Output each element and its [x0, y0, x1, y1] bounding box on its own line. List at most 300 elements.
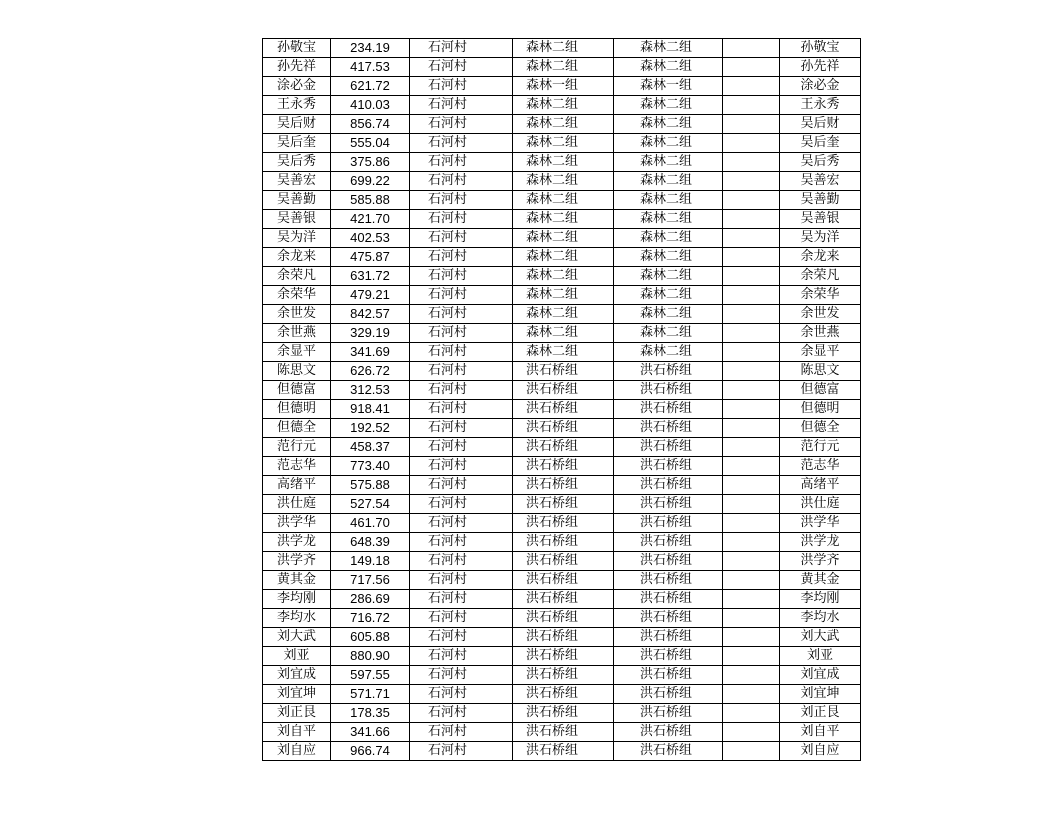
cell-name: 吴后奎 — [263, 134, 331, 153]
cell-village: 石河村 — [410, 438, 513, 457]
cell-group-repeat: 森林二组 — [614, 39, 723, 58]
cell-group: 洪石桥组 — [513, 381, 614, 400]
cell-village: 石河村 — [410, 685, 513, 704]
cell-name-repeat: 吴为洋 — [780, 229, 861, 248]
cell-name-repeat: 吴善勤 — [780, 191, 861, 210]
cell-group-repeat: 洪石桥组 — [614, 704, 723, 723]
cell-group: 洪石桥组 — [513, 685, 614, 704]
cell-village: 石河村 — [410, 324, 513, 343]
table-row — [263, 229, 861, 248]
cell-group: 洪石桥组 — [513, 362, 614, 381]
cell-name: 王永秀 — [263, 96, 331, 115]
cell-name-repeat: 吴后秀 — [780, 153, 861, 172]
cell-village: 石河村 — [410, 590, 513, 609]
cell-group: 洪石桥组 — [513, 609, 614, 628]
cell-group-repeat: 洪石桥组 — [614, 381, 723, 400]
cell-group-repeat: 洪石桥组 — [614, 438, 723, 457]
table-row — [263, 58, 861, 77]
cell-name: 洪仕庭 — [263, 495, 331, 514]
table-row — [263, 172, 861, 191]
cell-name: 余世燕 — [263, 324, 331, 343]
table-row — [263, 267, 861, 286]
cell-group: 洪石桥组 — [513, 590, 614, 609]
cell-name-repeat: 余显平 — [780, 343, 861, 362]
cell-group-repeat: 森林二组 — [614, 153, 723, 172]
cell-village: 石河村 — [410, 115, 513, 134]
cell-name: 但德富 — [263, 381, 331, 400]
cell-group: 森林二组 — [513, 305, 614, 324]
table-row — [263, 362, 861, 381]
cell-group-repeat: 森林二组 — [614, 58, 723, 77]
cell-group-repeat: 森林二组 — [614, 324, 723, 343]
cell-name: 吴后秀 — [263, 153, 331, 172]
cell-name: 刘大武 — [263, 628, 331, 647]
cell-area: 605.88 — [331, 628, 410, 647]
cell-group-repeat: 洪石桥组 — [614, 742, 723, 761]
cell-name: 洪学齐 — [263, 552, 331, 571]
cell-blank — [723, 514, 780, 533]
cell-group-repeat: 洪石桥组 — [614, 476, 723, 495]
cell-area: 475.87 — [331, 248, 410, 267]
cell-area: 286.69 — [331, 590, 410, 609]
cell-village: 石河村 — [410, 419, 513, 438]
cell-village: 石河村 — [410, 742, 513, 761]
table-row — [263, 457, 861, 476]
cell-village: 石河村 — [410, 305, 513, 324]
cell-name-repeat: 吴善银 — [780, 210, 861, 229]
table-row — [263, 704, 861, 723]
cell-village: 石河村 — [410, 153, 513, 172]
cell-name-repeat: 孙先祥 — [780, 58, 861, 77]
cell-name: 刘正艮 — [263, 704, 331, 723]
cell-name-repeat: 洪仕庭 — [780, 495, 861, 514]
cell-blank — [723, 324, 780, 343]
cell-name: 李均水 — [263, 609, 331, 628]
cell-name-repeat: 余龙来 — [780, 248, 861, 267]
cell-group-repeat: 森林二组 — [614, 210, 723, 229]
table-row — [263, 495, 861, 514]
cell-name-repeat: 李均水 — [780, 609, 861, 628]
cell-village: 石河村 — [410, 704, 513, 723]
cell-area: 410.03 — [331, 96, 410, 115]
cell-village: 石河村 — [410, 647, 513, 666]
cell-area: 341.66 — [331, 723, 410, 742]
cell-group: 森林二组 — [513, 229, 614, 248]
table-row — [263, 533, 861, 552]
cell-area: 312.53 — [331, 381, 410, 400]
cell-name-repeat: 范志华 — [780, 457, 861, 476]
cell-area: 631.72 — [331, 267, 410, 286]
cell-group-repeat: 森林二组 — [614, 286, 723, 305]
cell-village: 石河村 — [410, 381, 513, 400]
cell-name: 吴善宏 — [263, 172, 331, 191]
cell-group: 洪石桥组 — [513, 647, 614, 666]
cell-name-repeat: 吴善宏 — [780, 172, 861, 191]
cell-area: 341.69 — [331, 343, 410, 362]
cell-area: 699.22 — [331, 172, 410, 191]
cell-village: 石河村 — [410, 666, 513, 685]
cell-group: 森林二组 — [513, 153, 614, 172]
table-row — [263, 571, 861, 590]
cell-name: 刘自应 — [263, 742, 331, 761]
cell-name: 吴善银 — [263, 210, 331, 229]
cell-name: 余显平 — [263, 343, 331, 362]
cell-name: 吴善勤 — [263, 191, 331, 210]
cell-name-repeat: 刘宜成 — [780, 666, 861, 685]
cell-group: 洪石桥组 — [513, 533, 614, 552]
cell-village: 石河村 — [410, 229, 513, 248]
cell-group: 森林二组 — [513, 286, 614, 305]
cell-village: 石河村 — [410, 210, 513, 229]
cell-area: 421.70 — [331, 210, 410, 229]
table-row — [263, 324, 861, 343]
cell-village: 石河村 — [410, 39, 513, 58]
cell-group-repeat: 森林二组 — [614, 267, 723, 286]
cell-group-repeat: 森林二组 — [614, 305, 723, 324]
cell-area: 149.18 — [331, 552, 410, 571]
cell-blank — [723, 419, 780, 438]
cell-group: 洪石桥组 — [513, 400, 614, 419]
cell-group: 森林二组 — [513, 39, 614, 58]
cell-area: 717.56 — [331, 571, 410, 590]
cell-area: 461.70 — [331, 514, 410, 533]
cell-group-repeat: 洪石桥组 — [614, 685, 723, 704]
cell-area: 555.04 — [331, 134, 410, 153]
table-row — [263, 96, 861, 115]
cell-group-repeat: 森林二组 — [614, 248, 723, 267]
cell-group: 森林二组 — [513, 115, 614, 134]
cell-name-repeat: 刘亚 — [780, 647, 861, 666]
cell-group-repeat: 洪石桥组 — [614, 723, 723, 742]
cell-area: 178.35 — [331, 704, 410, 723]
cell-area: 234.19 — [331, 39, 410, 58]
table-row — [263, 400, 861, 419]
cell-name: 余荣凡 — [263, 267, 331, 286]
table-row — [263, 210, 861, 229]
cell-name: 余荣华 — [263, 286, 331, 305]
table-row — [263, 77, 861, 96]
cell-blank — [723, 552, 780, 571]
cell-village: 石河村 — [410, 362, 513, 381]
cell-village: 石河村 — [410, 58, 513, 77]
cell-group-repeat: 森林二组 — [614, 172, 723, 191]
cell-group: 洪石桥组 — [513, 628, 614, 647]
cell-name: 洪学华 — [263, 514, 331, 533]
cell-village: 石河村 — [410, 457, 513, 476]
table-row — [263, 552, 861, 571]
table-row — [263, 153, 861, 172]
cell-village: 石河村 — [410, 172, 513, 191]
cell-name: 李均刚 — [263, 590, 331, 609]
records-table — [262, 38, 861, 761]
cell-name: 刘亚 — [263, 647, 331, 666]
cell-village: 石河村 — [410, 609, 513, 628]
cell-group: 洪石桥组 — [513, 495, 614, 514]
cell-name-repeat: 但德全 — [780, 419, 861, 438]
cell-area: 527.54 — [331, 495, 410, 514]
table-row — [263, 286, 861, 305]
cell-group-repeat: 洪石桥组 — [614, 628, 723, 647]
cell-blank — [723, 742, 780, 761]
cell-name-repeat: 但德富 — [780, 381, 861, 400]
cell-village: 石河村 — [410, 77, 513, 96]
cell-area: 479.21 — [331, 286, 410, 305]
table-row — [263, 305, 861, 324]
cell-group-repeat: 森林二组 — [614, 343, 723, 362]
table-row — [263, 248, 861, 267]
cell-village: 石河村 — [410, 134, 513, 153]
cell-name: 高绪平 — [263, 476, 331, 495]
cell-group: 洪石桥组 — [513, 457, 614, 476]
cell-area: 575.88 — [331, 476, 410, 495]
cell-group-repeat: 洪石桥组 — [614, 495, 723, 514]
cell-group: 洪石桥组 — [513, 476, 614, 495]
cell-name-repeat: 洪学华 — [780, 514, 861, 533]
cell-blank — [723, 58, 780, 77]
cell-group-repeat: 森林二组 — [614, 191, 723, 210]
cell-area: 648.39 — [331, 533, 410, 552]
table-row — [263, 647, 861, 666]
cell-name: 吴为洋 — [263, 229, 331, 248]
cell-name-repeat: 陈思文 — [780, 362, 861, 381]
cell-group: 洪石桥组 — [513, 552, 614, 571]
cell-group-repeat: 洪石桥组 — [614, 400, 723, 419]
table-row — [263, 343, 861, 362]
cell-village: 石河村 — [410, 476, 513, 495]
cell-blank — [723, 362, 780, 381]
table-row — [263, 723, 861, 742]
cell-name-repeat: 黄其金 — [780, 571, 861, 590]
cell-name-repeat: 余荣华 — [780, 286, 861, 305]
cell-group-repeat: 森林一组 — [614, 77, 723, 96]
cell-blank — [723, 267, 780, 286]
table-row — [263, 514, 861, 533]
cell-blank — [723, 647, 780, 666]
cell-area: 571.71 — [331, 685, 410, 704]
cell-area: 458.37 — [331, 438, 410, 457]
cell-village: 石河村 — [410, 628, 513, 647]
cell-name-repeat: 李均刚 — [780, 590, 861, 609]
cell-name-repeat: 吴后财 — [780, 115, 861, 134]
cell-group-repeat: 森林二组 — [614, 229, 723, 248]
cell-group-repeat: 洪石桥组 — [614, 362, 723, 381]
cell-group: 洪石桥组 — [513, 514, 614, 533]
cell-name-repeat: 但德明 — [780, 400, 861, 419]
cell-blank — [723, 229, 780, 248]
cell-blank — [723, 210, 780, 229]
table-row — [263, 134, 861, 153]
cell-area: 880.90 — [331, 647, 410, 666]
cell-group-repeat: 洪石桥组 — [614, 647, 723, 666]
cell-blank — [723, 476, 780, 495]
table-row — [263, 419, 861, 438]
cell-group-repeat: 森林二组 — [614, 134, 723, 153]
cell-blank — [723, 571, 780, 590]
cell-name: 刘自平 — [263, 723, 331, 742]
cell-name: 孙先祥 — [263, 58, 331, 77]
cell-group-repeat: 洪石桥组 — [614, 571, 723, 590]
cell-blank — [723, 400, 780, 419]
cell-group: 洪石桥组 — [513, 742, 614, 761]
cell-blank — [723, 77, 780, 96]
cell-blank — [723, 704, 780, 723]
table-row — [263, 115, 861, 134]
cell-name: 但德全 — [263, 419, 331, 438]
cell-name-repeat: 范行元 — [780, 438, 861, 457]
cell-blank — [723, 343, 780, 362]
cell-name: 但德明 — [263, 400, 331, 419]
cell-area: 716.72 — [331, 609, 410, 628]
cell-area: 966.74 — [331, 742, 410, 761]
cell-group-repeat: 森林二组 — [614, 115, 723, 134]
cell-group-repeat: 洪石桥组 — [614, 609, 723, 628]
cell-blank — [723, 457, 780, 476]
table-row — [263, 742, 861, 761]
cell-name-repeat: 洪学齐 — [780, 552, 861, 571]
cell-group-repeat: 洪石桥组 — [614, 533, 723, 552]
cell-village: 石河村 — [410, 267, 513, 286]
cell-blank — [723, 172, 780, 191]
cell-name: 范行元 — [263, 438, 331, 457]
cell-blank — [723, 609, 780, 628]
cell-village: 石河村 — [410, 400, 513, 419]
cell-group: 洪石桥组 — [513, 419, 614, 438]
cell-area: 597.55 — [331, 666, 410, 685]
cell-village: 石河村 — [410, 533, 513, 552]
records-table-body — [263, 39, 861, 761]
cell-name: 黄其金 — [263, 571, 331, 590]
cell-group: 森林一组 — [513, 77, 614, 96]
cell-group: 洪石桥组 — [513, 666, 614, 685]
cell-village: 石河村 — [410, 191, 513, 210]
cell-blank — [723, 495, 780, 514]
cell-name-repeat: 刘宜坤 — [780, 685, 861, 704]
cell-area: 773.40 — [331, 457, 410, 476]
cell-blank — [723, 286, 780, 305]
cell-blank — [723, 115, 780, 134]
cell-area: 856.74 — [331, 115, 410, 134]
cell-name: 孙敬宝 — [263, 39, 331, 58]
cell-area: 192.52 — [331, 419, 410, 438]
cell-village: 石河村 — [410, 723, 513, 742]
cell-blank — [723, 134, 780, 153]
cell-blank — [723, 666, 780, 685]
cell-blank — [723, 590, 780, 609]
cell-area: 375.86 — [331, 153, 410, 172]
cell-name: 吴后财 — [263, 115, 331, 134]
cell-group-repeat: 洪石桥组 — [614, 514, 723, 533]
cell-group: 森林二组 — [513, 96, 614, 115]
cell-group-repeat: 洪石桥组 — [614, 552, 723, 571]
cell-name: 余世发 — [263, 305, 331, 324]
cell-blank — [723, 96, 780, 115]
cell-name-repeat: 余世燕 — [780, 324, 861, 343]
cell-group: 森林二组 — [513, 267, 614, 286]
table-row — [263, 438, 861, 457]
cell-blank — [723, 248, 780, 267]
cell-group-repeat: 森林二组 — [614, 96, 723, 115]
cell-name-repeat: 余世发 — [780, 305, 861, 324]
cell-group: 森林二组 — [513, 172, 614, 191]
cell-group: 森林二组 — [513, 191, 614, 210]
cell-name-repeat: 王永秀 — [780, 96, 861, 115]
cell-name-repeat: 刘自应 — [780, 742, 861, 761]
cell-name-repeat: 孙敬宝 — [780, 39, 861, 58]
table-row — [263, 666, 861, 685]
cell-blank — [723, 381, 780, 400]
cell-area: 402.53 — [331, 229, 410, 248]
cell-name-repeat: 余荣凡 — [780, 267, 861, 286]
cell-group: 森林二组 — [513, 343, 614, 362]
cell-group: 森林二组 — [513, 324, 614, 343]
cell-blank — [723, 39, 780, 58]
cell-village: 石河村 — [410, 495, 513, 514]
table-row — [263, 39, 861, 58]
cell-village: 石河村 — [410, 343, 513, 362]
cell-village: 石河村 — [410, 552, 513, 571]
cell-name: 涂必金 — [263, 77, 331, 96]
cell-name: 陈思文 — [263, 362, 331, 381]
cell-group: 洪石桥组 — [513, 704, 614, 723]
cell-group-repeat: 洪石桥组 — [614, 457, 723, 476]
cell-group: 洪石桥组 — [513, 438, 614, 457]
cell-blank — [723, 191, 780, 210]
cell-area: 842.57 — [331, 305, 410, 324]
cell-area: 621.72 — [331, 77, 410, 96]
cell-area: 585.88 — [331, 191, 410, 210]
cell-area: 626.72 — [331, 362, 410, 381]
table-row — [263, 590, 861, 609]
cell-blank — [723, 305, 780, 324]
table-row — [263, 381, 861, 400]
cell-village: 石河村 — [410, 571, 513, 590]
table-row — [263, 476, 861, 495]
table-row — [263, 191, 861, 210]
cell-name-repeat: 刘大武 — [780, 628, 861, 647]
cell-name: 刘宜坤 — [263, 685, 331, 704]
cell-blank — [723, 438, 780, 457]
cell-name: 洪学龙 — [263, 533, 331, 552]
cell-group: 洪石桥组 — [513, 723, 614, 742]
cell-group-repeat: 洪石桥组 — [614, 590, 723, 609]
cell-name-repeat: 洪学龙 — [780, 533, 861, 552]
cell-name: 刘宜成 — [263, 666, 331, 685]
cell-area: 417.53 — [331, 58, 410, 77]
cell-blank — [723, 723, 780, 742]
cell-name-repeat: 吴后奎 — [780, 134, 861, 153]
cell-area: 329.19 — [331, 324, 410, 343]
cell-blank — [723, 153, 780, 172]
table-row — [263, 609, 861, 628]
cell-village: 石河村 — [410, 248, 513, 267]
cell-name-repeat: 高绪平 — [780, 476, 861, 495]
cell-group-repeat: 洪石桥组 — [614, 419, 723, 438]
cell-blank — [723, 685, 780, 704]
cell-group: 森林二组 — [513, 248, 614, 267]
cell-name-repeat: 涂必金 — [780, 77, 861, 96]
cell-group: 森林二组 — [513, 134, 614, 153]
cell-group-repeat: 洪石桥组 — [614, 666, 723, 685]
table-row — [263, 628, 861, 647]
cell-name-repeat: 刘正艮 — [780, 704, 861, 723]
cell-blank — [723, 533, 780, 552]
table-row — [263, 685, 861, 704]
cell-group: 洪石桥组 — [513, 571, 614, 590]
cell-village: 石河村 — [410, 286, 513, 305]
cell-name: 范志华 — [263, 457, 331, 476]
cell-village: 石河村 — [410, 96, 513, 115]
cell-village: 石河村 — [410, 514, 513, 533]
